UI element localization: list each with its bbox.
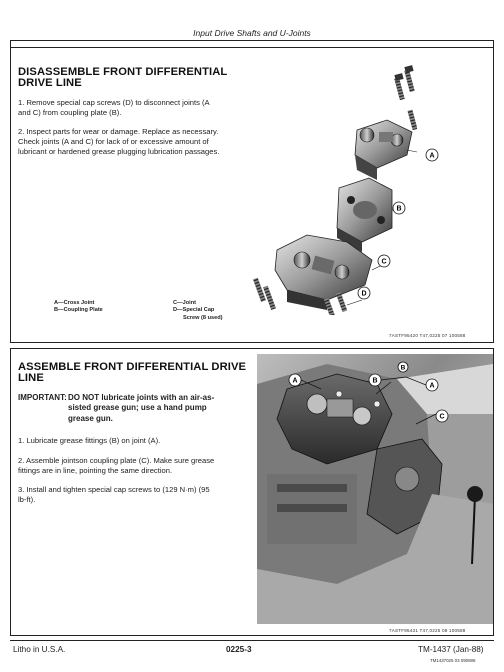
disassemble-title-line1: DISASSEMBLE FRONT DIFFERENTIAL [18, 66, 228, 78]
step-2-line-3: lubricant or hardened grease plugging lubrication passages. [18, 147, 220, 156]
footer-rule [10, 640, 494, 641]
legend-b: B—Coupling Plate [54, 307, 103, 314]
assemble-step-2-line-2: fittings are in line, pointing the same direction. [18, 466, 173, 475]
footer-manual-id: TM-1437 (Jan-88) [418, 645, 484, 654]
callout-d-label: D [361, 290, 367, 298]
disassemble-title-line2: DRIVE LINE [18, 77, 82, 89]
assemble-callout-a-right-label: A [429, 382, 435, 390]
callout-c [378, 255, 390, 267]
step-2-line-2: Check joints (A and C) for lack of or excessive amount of [18, 137, 209, 146]
footer-page-number: 0225-3 [226, 645, 252, 654]
callout-a-label: A [429, 152, 435, 160]
assemble-section [10, 348, 494, 636]
assemble-callout-a-left [289, 374, 301, 386]
step-2-line-1: 2. Inspect parts for wear or damage. Replace as necessary. [18, 127, 219, 136]
disassemble-image-ref: 7ASTF95420 T47,0225 07 100588 [389, 333, 466, 338]
callout-a [426, 149, 438, 161]
assemble-image-ref: 7ASTF95431 T47,0225 08 100588 [389, 628, 466, 633]
footer-litho: Litho in U.S.A. [13, 645, 66, 654]
assemble-callout-a-left-label: A [292, 377, 298, 385]
legend-a: A—Cross Joint [54, 300, 95, 306]
assemble-callout-b-left-label: B [372, 377, 378, 385]
page-header-title: Input Drive Shafts and U-Joints [193, 28, 311, 38]
callout-c-label: C [381, 258, 387, 266]
important-line-2: sisted grease gun; use a hand pump [68, 403, 207, 413]
disassemble-section [10, 47, 494, 343]
important-line-3: grease gun. [68, 413, 113, 423]
assemble-title-line1: ASSEMBLE FRONT DIFFERENTIAL DRIVE [18, 361, 247, 373]
legend-c: C—Joint [173, 300, 196, 306]
footer-code: TM1437025 03 090888 [430, 658, 476, 663]
assemble-callout-c [436, 410, 448, 422]
assemble-step-2-line-1: 2. Assemble jointson coupling plate (C). Make sure grease [18, 456, 215, 465]
step-1-line-2: and C) from coupling plate (B). [18, 108, 122, 117]
assemble-title-line2: LINE [18, 372, 44, 384]
important-label: IMPORTANT: [18, 393, 67, 402]
callout-b [393, 202, 405, 214]
disassemble-callouts [11, 48, 495, 344]
header-rule [10, 40, 494, 41]
assemble-step-3-line-2: lb-ft). [18, 495, 36, 504]
important-line-1: DO NOT lubricate joints with an air-as- [68, 393, 215, 402]
assemble-step-1-line-1: 1. Lubricate grease fittings (B) on joint (A). [18, 436, 161, 445]
assemble-step-3-line-1: 3. Install and tighten special cap screws to (129 N·m) (95 [18, 485, 210, 494]
assemble-callout-a-right [426, 379, 438, 391]
assemble-callout-c-label: C [439, 413, 445, 421]
assemble-callout-b-right [398, 362, 408, 372]
step-1-line-1: 1. Remove special cap screws (D) to disconnect joints (A [18, 98, 210, 107]
callout-b-label: B [396, 205, 402, 213]
legend-d: D—Special Cap [173, 307, 215, 314]
callout-d [358, 287, 370, 299]
assemble-callout-b-left [369, 374, 381, 386]
legend-d-cont: Screw (8 used) [183, 314, 223, 321]
assemble-callout-b-right-label: B [400, 364, 406, 372]
assemble-callouts [11, 349, 495, 637]
